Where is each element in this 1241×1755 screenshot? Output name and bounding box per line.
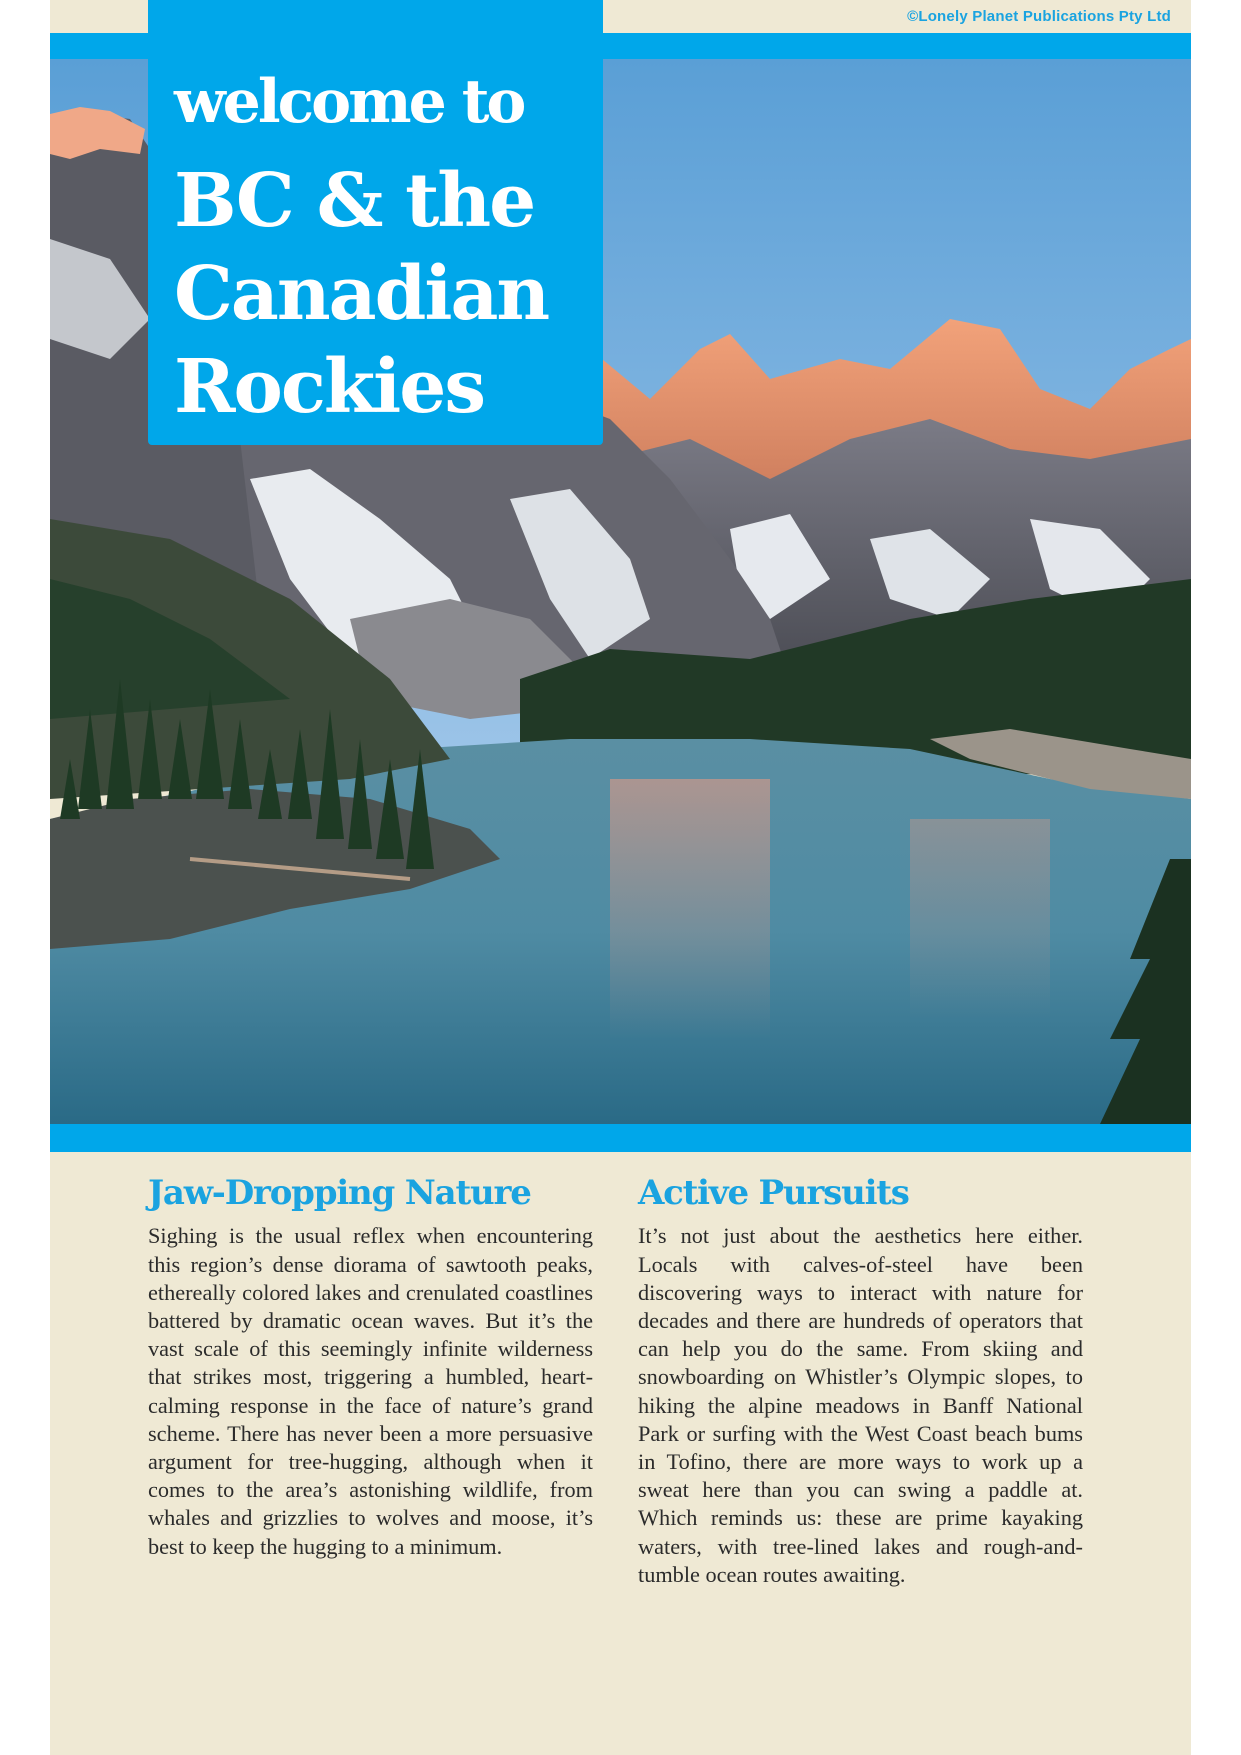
- title-line-2: Canadian: [174, 251, 549, 337]
- copyright-notice: ©Lonely Planet Publications Pty Ltd: [907, 8, 1171, 25]
- title-main: [174, 155, 548, 434]
- title-panel: [148, 0, 603, 445]
- book-page: [50, 0, 1191, 1755]
- title-welcome: welcome to: [174, 67, 524, 137]
- section-active: [638, 1175, 1083, 1589]
- section-heading: Active Pursuits: [638, 1173, 909, 1213]
- section-body: Sighing is the usual reflex when encountering this region’s dense diorama of sawtooth peaks, ethereally colored lakes and crenulated coastlines battered by dramatic ocean waves. But it’s the vast scale of this seemingly infinite wilderness that strikes most, triggering a humbled, heart-calming response in the face of nature’s grand scheme. There has never been a more persuasive argument for tree-hugging, although when it comes to the area’s astonishing wildlife, from whales and grizzlies to wolves and moose, it’s best to keep the hugging to a minimum.: [148, 1223, 593, 1559]
- title-line-1: BC & the: [174, 158, 535, 244]
- section-nature: [148, 1175, 593, 1561]
- title-line-3: Rockies: [174, 344, 485, 430]
- section-body: It’s not just about the aesthetics here either. Locals with calves-of-steel have been discovering ways to interact with nature for decades and there are hundreds of operators that can help you do the same. From skiing and snowboarding on Whistler’s Olympic slopes, to hiking the alpine meadows in Banff National Park or surfing with the West Coast beach bums in Tofino, there are more ways to work up a sweat here than you can swing a paddle at. Which reminds us: these are prime kayaking waters, with tree-lined lakes and rough-and-tumble ocean routes awaiting.: [638, 1223, 1083, 1587]
- bottom-accent-band: [50, 1124, 1191, 1152]
- section-heading: Jaw-Dropping Nature: [148, 1173, 531, 1213]
